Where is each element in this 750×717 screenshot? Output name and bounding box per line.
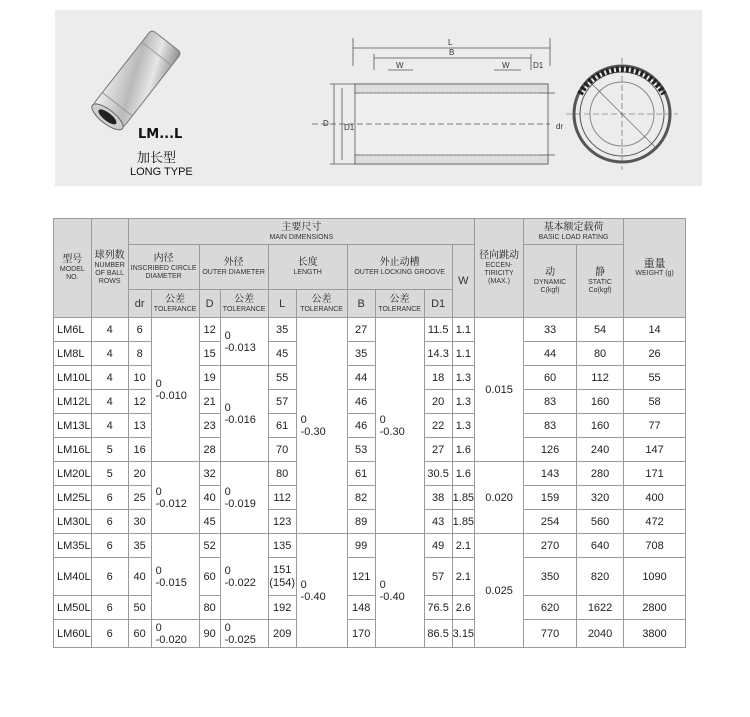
col-dr: dr — [128, 290, 151, 318]
table-cell: 80 — [577, 342, 624, 366]
dim-label-d1: D1 — [344, 123, 355, 132]
type-label-en: LONG TYPE — [130, 166, 193, 178]
table-row — [54, 462, 686, 486]
table-cell: LM12L — [54, 390, 92, 414]
dim-label-dr: dr — [556, 122, 564, 131]
table-cell: 1.85 — [452, 486, 474, 510]
table-cell: 57 — [268, 390, 296, 414]
table-cell: 57 — [424, 558, 452, 596]
table-cell: 99 — [347, 534, 375, 558]
table-cell: 11.5 — [424, 318, 452, 342]
table-cell: LM50L — [54, 596, 92, 620]
table-cell: 12 — [128, 390, 151, 414]
table-cell: 350 — [524, 558, 577, 596]
table-cell: 60 — [128, 620, 151, 648]
cross-section-drawing — [250, 26, 564, 176]
table-cell: LM8L — [54, 342, 92, 366]
table-cell: 6 — [91, 596, 128, 620]
table-cell: LM16L — [54, 438, 92, 462]
table-row — [54, 414, 686, 438]
table-cell: 18 — [424, 366, 452, 390]
col-static: 静 STATIC Co(kgf) — [577, 245, 624, 318]
table-cell: 14.3 — [424, 342, 452, 366]
table-cell: 55 — [624, 366, 686, 390]
table-cell: 23 — [199, 414, 220, 438]
table-cell: 45 — [199, 510, 220, 534]
type-label-cn: 加长型 — [137, 151, 177, 166]
table-cell: 6 — [91, 534, 128, 558]
table-cell: 52 — [199, 534, 220, 558]
table-cell: 280 — [577, 462, 624, 486]
table-cell: 80 — [199, 596, 220, 620]
tol-dr-cell: 0 -0.010 — [151, 318, 199, 462]
table-cell: 19 — [199, 366, 220, 390]
col-inner: 内径 INSCRIBED CIRCLE DIAMETER — [128, 245, 199, 290]
col-dynamic: 动 DYNAMIC C(kgf) — [524, 245, 577, 318]
table-cell: 143 — [524, 462, 577, 486]
table-cell: 21 — [199, 390, 220, 414]
table-cell: 49 — [424, 534, 452, 558]
table-cell: 2040 — [577, 620, 624, 648]
col-b: B — [347, 290, 375, 318]
table-cell: 82 — [347, 486, 375, 510]
table-cell: 60 — [199, 558, 220, 596]
table-cell: 43 — [424, 510, 452, 534]
dim-label-w1: W — [396, 61, 404, 70]
table-cell: LM30L — [54, 510, 92, 534]
table-cell: LM6L — [54, 318, 92, 342]
table-cell: 8 — [128, 342, 151, 366]
table-cell: 16 — [128, 438, 151, 462]
table-cell: 240 — [577, 438, 624, 462]
tol-l-cell: 0 -0.30 — [296, 318, 347, 534]
table-cell: 61 — [347, 462, 375, 486]
table-cell: 1.6 — [452, 438, 474, 462]
tol-l-cell: 0 -0.40 — [296, 534, 347, 648]
table-cell: 1.1 — [452, 318, 474, 342]
table-cell: 77 — [624, 414, 686, 438]
table-cell: LM13L — [54, 414, 92, 438]
table-cell: 25 — [128, 486, 151, 510]
col-tol-b: 公差 TOLERANCE — [375, 290, 424, 318]
table-cell: 1.3 — [452, 366, 474, 390]
table-cell: 4 — [91, 366, 128, 390]
table-cell: 2.1 — [452, 558, 474, 596]
table-cell: 192 — [268, 596, 296, 620]
table-cell: 61 — [268, 414, 296, 438]
ecc-cell: 0.020 — [475, 462, 524, 534]
table-cell: 26 — [624, 342, 686, 366]
table-cell: 560 — [577, 510, 624, 534]
table-cell: 83 — [524, 414, 577, 438]
table-cell: 126 — [524, 438, 577, 462]
table-cell: 4 — [91, 342, 128, 366]
tol-b-cell: 0 -0.40 — [375, 534, 424, 648]
table-cell: 1622 — [577, 596, 624, 620]
table-cell: 53 — [347, 438, 375, 462]
table-cell: 46 — [347, 390, 375, 414]
table-cell: 170 — [347, 620, 375, 648]
col-w: W — [452, 245, 474, 318]
table-row — [54, 510, 686, 534]
table-cell: 770 — [524, 620, 577, 648]
col-model: 型号 MODEL NO. — [54, 219, 92, 318]
table-cell: 1.1 — [452, 342, 474, 366]
table-cell: 54 — [577, 318, 624, 342]
table-row — [54, 558, 686, 596]
col-weight: 重量 WEIGHT (g) — [624, 219, 686, 318]
product-banner — [55, 10, 702, 186]
table-cell: 27 — [347, 318, 375, 342]
table-cell: 32 — [199, 462, 220, 486]
table-cell: 160 — [577, 414, 624, 438]
table-cell: 640 — [577, 534, 624, 558]
table-cell: 1.3 — [452, 414, 474, 438]
col-tol-d: 公差 TOLERANCE — [220, 290, 268, 318]
table-cell: 35 — [347, 342, 375, 366]
col-d: D — [199, 290, 220, 318]
table-cell: 151 (154) — [268, 558, 296, 596]
table-cell: 14 — [624, 318, 686, 342]
table-cell: 320 — [577, 486, 624, 510]
table-cell: 472 — [624, 510, 686, 534]
tol-dr-cell: 0 -0.015 — [151, 534, 199, 620]
tol-d-cell: 0 -0.019 — [220, 462, 268, 534]
table-cell: 76.5 — [424, 596, 452, 620]
table-cell: LM25L — [54, 486, 92, 510]
col-eccentricity: 径向跳动 ECCEN-TIRICITY (MAX.) — [475, 219, 524, 318]
table-cell: LM40L — [54, 558, 92, 596]
table-cell: 1.3 — [452, 390, 474, 414]
table-cell: LM20L — [54, 462, 92, 486]
col-groove: 外止动槽 OUTER LOCKING GROOVE — [347, 245, 452, 290]
table-cell: 135 — [268, 534, 296, 558]
table-row — [54, 366, 686, 390]
tol-dr-cell: 0 -0.012 — [151, 462, 199, 534]
table-cell: 10 — [128, 366, 151, 390]
table-cell: 30 — [128, 510, 151, 534]
dim-label-d1-top: D1 — [533, 61, 544, 70]
tol-d-cell: 0 -0.016 — [220, 366, 268, 462]
table-cell: 112 — [268, 486, 296, 510]
table-cell: 60 — [524, 366, 577, 390]
table-cell: 44 — [524, 342, 577, 366]
col-balls: 球列数 NUMBER OF BALL ROWS — [91, 219, 128, 318]
tol-dr-cell: 0 -0.020 — [151, 620, 199, 648]
table-cell: LM60L — [54, 620, 92, 648]
table-cell: LM10L — [54, 366, 92, 390]
table-row — [54, 596, 686, 620]
tol-b-cell: 0 -0.30 — [375, 318, 424, 534]
table-cell: 30.5 — [424, 462, 452, 486]
table-cell: 6 — [91, 486, 128, 510]
table-cell: 4 — [91, 414, 128, 438]
dim-label-d: D — [323, 119, 329, 128]
table-cell: 45 — [268, 342, 296, 366]
table-cell: 4 — [91, 390, 128, 414]
table-cell: 58 — [624, 390, 686, 414]
table-cell: 5 — [91, 438, 128, 462]
table-cell: 159 — [524, 486, 577, 510]
ecc-cell: 0.015 — [475, 318, 524, 462]
table-cell: 2800 — [624, 596, 686, 620]
col-d1: D1 — [424, 290, 452, 318]
table-cell: 22 — [424, 414, 452, 438]
table-row — [54, 318, 686, 342]
col-l: L — [268, 290, 296, 318]
table-cell: 6 — [91, 620, 128, 648]
table-cell: 820 — [577, 558, 624, 596]
table-cell: 46 — [347, 414, 375, 438]
table-cell: 38 — [424, 486, 452, 510]
table-cell: 44 — [347, 366, 375, 390]
table-cell: 708 — [624, 534, 686, 558]
table-cell: 160 — [577, 390, 624, 414]
table-cell: 1.85 — [452, 510, 474, 534]
col-load-rating: 基本额定载荷 BASIC LOAD RATING — [524, 219, 624, 245]
table-cell: 1.6 — [452, 462, 474, 486]
dim-label-b: B — [449, 48, 455, 57]
table-cell: 6 — [91, 510, 128, 534]
table-cell: 6 — [91, 558, 128, 596]
ecc-cell: 0.025 — [475, 534, 524, 648]
table-cell: 40 — [128, 558, 151, 596]
table-cell: 148 — [347, 596, 375, 620]
table-cell: 1090 — [624, 558, 686, 596]
model-series-label: LM...L — [138, 127, 183, 142]
table-cell: 89 — [347, 510, 375, 534]
col-length: 长度 LENGTH — [268, 245, 347, 290]
dim-label-l: L — [448, 38, 453, 47]
table-row — [54, 438, 686, 462]
table-cell: 2.1 — [452, 534, 474, 558]
table-row — [54, 534, 686, 558]
table-cell: 90 — [199, 620, 220, 648]
table-cell: 35 — [128, 534, 151, 558]
table-cell: 3.15 — [452, 620, 474, 648]
end-view-drawing — [562, 54, 682, 174]
table-cell: 28 — [199, 438, 220, 462]
col-main-dimensions: 主要尺寸 MAIN DIMENSIONS — [128, 219, 474, 245]
table-cell: 35 — [268, 318, 296, 342]
col-tol-l: 公差 TOLERANCE — [296, 290, 347, 318]
table-cell: 40 — [199, 486, 220, 510]
table-cell: 123 — [268, 510, 296, 534]
tol-d-cell: 0 -0.022 — [220, 534, 268, 620]
table-cell: 112 — [577, 366, 624, 390]
table-cell: 5 — [91, 462, 128, 486]
table-cell: 400 — [624, 486, 686, 510]
table-cell: 55 — [268, 366, 296, 390]
table-cell: 80 — [268, 462, 296, 486]
table-row — [54, 620, 686, 648]
table-cell: 209 — [268, 620, 296, 648]
table-cell: 270 — [524, 534, 577, 558]
table-cell: 121 — [347, 558, 375, 596]
col-outer: 外径 OUTER DIAMETER — [199, 245, 268, 290]
table-cell: 33 — [524, 318, 577, 342]
tol-d-cell: 0 -0.013 — [220, 318, 268, 366]
table-cell: 83 — [524, 390, 577, 414]
table-row — [54, 486, 686, 510]
table-cell: 171 — [624, 462, 686, 486]
table-row — [54, 342, 686, 366]
table-cell: 254 — [524, 510, 577, 534]
tol-d-cell: 0 -0.025 — [220, 620, 268, 648]
table-cell: 147 — [624, 438, 686, 462]
table-row — [54, 390, 686, 414]
table-cell: 70 — [268, 438, 296, 462]
table-cell: 15 — [199, 342, 220, 366]
table-cell: 27 — [424, 438, 452, 462]
table-cell: LM35L — [54, 534, 92, 558]
table-cell: 50 — [128, 596, 151, 620]
table-cell: 2.6 — [452, 596, 474, 620]
table-cell: 4 — [91, 318, 128, 342]
table-cell: 620 — [524, 596, 577, 620]
table-cell: 3800 — [624, 620, 686, 648]
col-tol-dr: 公差 TOLERANCE — [151, 290, 199, 318]
table-cell: 20 — [128, 462, 151, 486]
table-cell: 86.5 — [424, 620, 452, 648]
table-cell: 20 — [424, 390, 452, 414]
bearing-photo — [75, 28, 195, 133]
table-cell: 13 — [128, 414, 151, 438]
spec-table — [53, 218, 686, 648]
dim-label-w2: W — [502, 61, 510, 70]
table-cell: 6 — [128, 318, 151, 342]
table-cell: 12 — [199, 318, 220, 342]
